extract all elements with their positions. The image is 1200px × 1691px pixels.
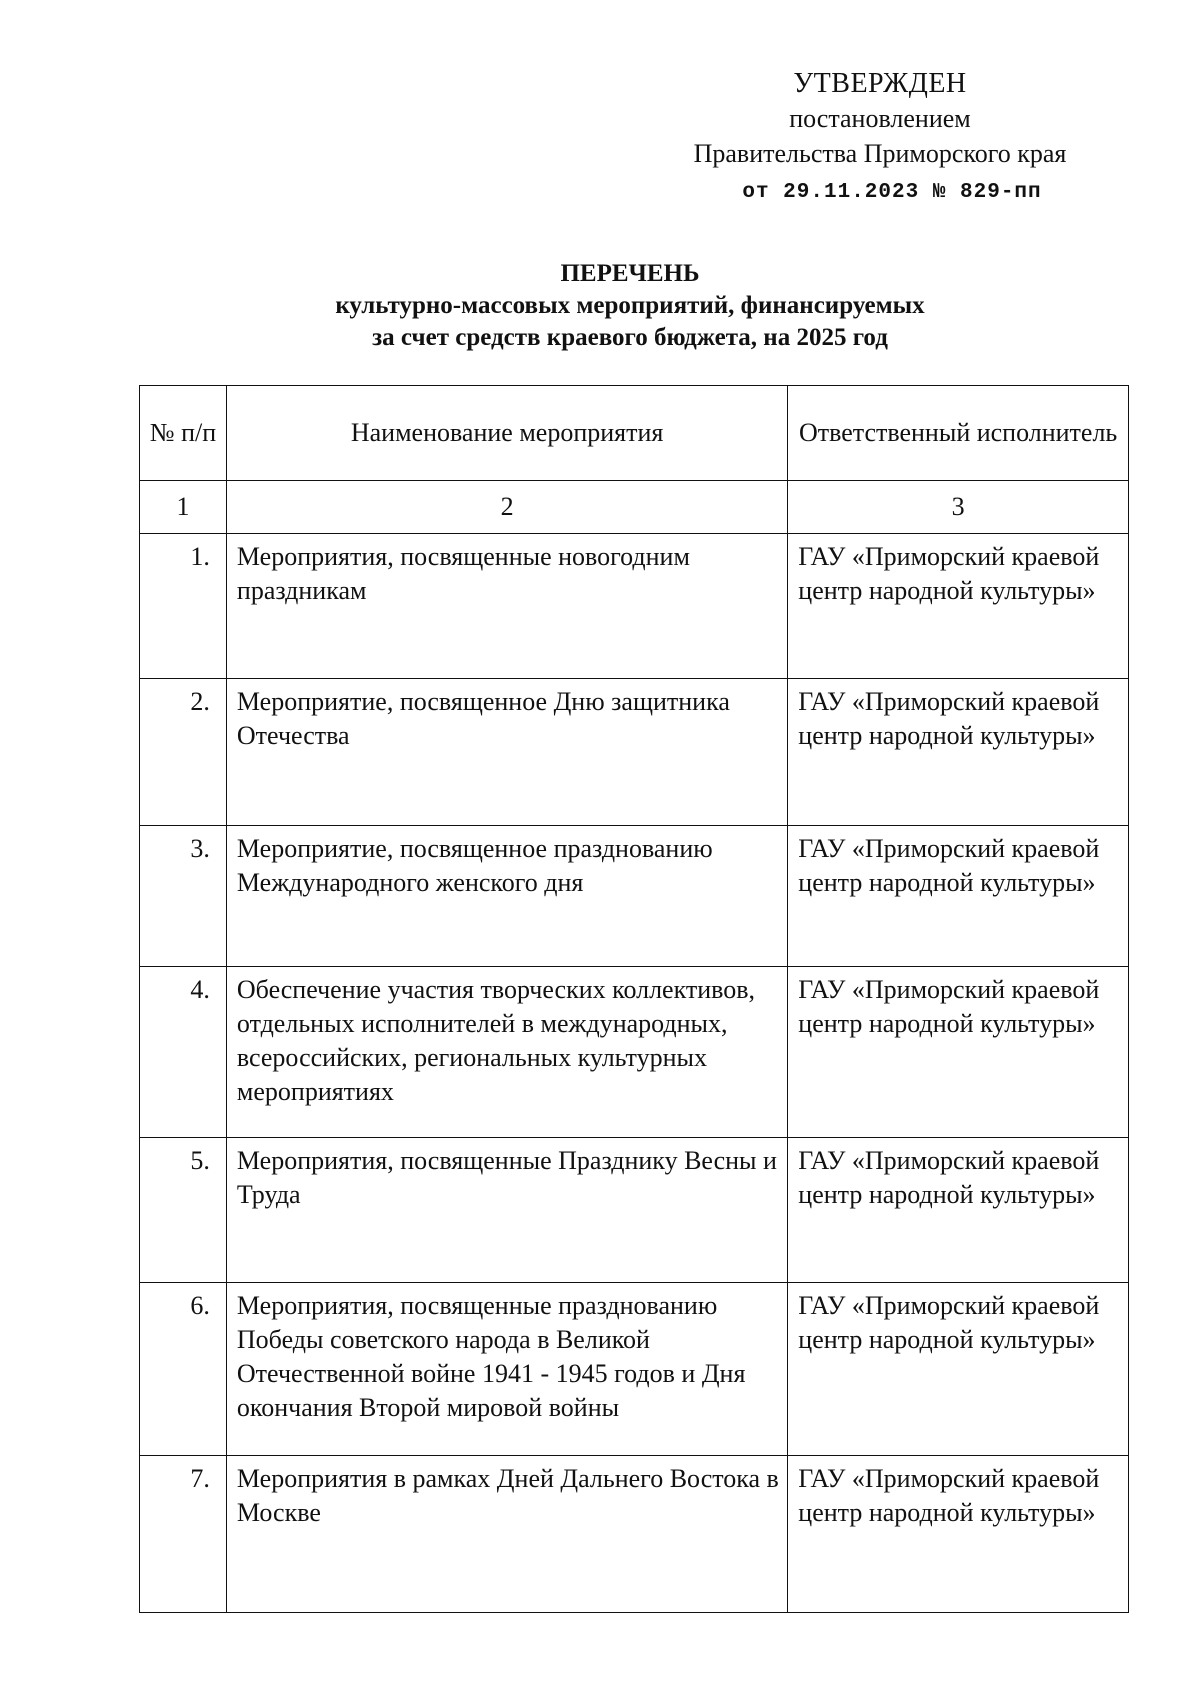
header-event-name: Наименование мероприятия — [226, 386, 787, 481]
row-number: 6. — [140, 1283, 227, 1456]
approval-number: от 29.11.2023 № 829-пп — [742, 181, 1042, 204]
event-name: Мероприятия, посвященные Празднику Весны и Труда — [226, 1138, 787, 1283]
row-number: 2. — [140, 679, 227, 826]
approval-line-resolution: постановлением — [789, 104, 971, 133]
executor: ГАУ «Приморский краевой центр народной культуры» — [788, 967, 1129, 1138]
table-row — [140, 826, 1129, 967]
event-name: Мероприятие, посвященное празднованию Международного женского дня — [226, 826, 787, 967]
event-name: Мероприятия в рамках Дней Дальнего Востока в Москве — [226, 1456, 787, 1613]
row-number: 4. — [140, 967, 227, 1138]
event-name: Мероприятия, посвященные новогодним праздникам — [226, 534, 787, 679]
table-row — [140, 1283, 1129, 1456]
approval-block — [640, 66, 1120, 210]
executor: ГАУ «Приморский краевой центр народной культуры» — [788, 534, 1129, 679]
header-number: № п/п — [140, 386, 227, 481]
title-line-1: ПЕРЕЧЕНЬ — [560, 260, 700, 287]
table-row — [140, 1456, 1129, 1613]
approval-stamp: УТВЕРЖДЕН — [793, 68, 967, 99]
document-title — [100, 258, 1160, 354]
row-number: 1. — [140, 534, 227, 679]
table-row — [140, 679, 1129, 826]
row-number: 7. — [140, 1456, 227, 1613]
table-row — [140, 1138, 1129, 1283]
executor: ГАУ «Приморский краевой центр народной культуры» — [788, 1456, 1129, 1613]
title-line-3: за счет средств краевого бюджета, на 2025 год — [372, 324, 888, 351]
executor: ГАУ «Приморский краевой центр народной культуры» — [788, 679, 1129, 826]
executor: ГАУ «Приморский краевой центр народной культуры» — [788, 826, 1129, 967]
column-number-2: 2 — [226, 481, 787, 534]
table-header-row — [140, 386, 1129, 481]
column-numbers-row — [140, 481, 1129, 534]
event-name: Обеспечение участия творческих коллективов, отдельных исполнителей в международных, всероссийских, региональных культурных мероприятиях — [226, 967, 787, 1138]
events-table — [139, 385, 1129, 1613]
event-name: Мероприятие, посвященное Дню защитника Отечества — [226, 679, 787, 826]
event-name: Мероприятия, посвященные празднованию Победы советского народа в Великой Отечественной войне 1941 - 1945 годов и Дня окончания Второй мировой войны — [226, 1283, 787, 1456]
header-executor: Ответственный исполнитель — [788, 386, 1129, 481]
executor: ГАУ «Приморский краевой центр народной культуры» — [788, 1138, 1129, 1283]
row-number: 3. — [140, 826, 227, 967]
table-row — [140, 967, 1129, 1138]
approval-line-government: Правительства Приморского края — [693, 139, 1067, 168]
executor: ГАУ «Приморский краевой центр народной культуры» — [788, 1283, 1129, 1456]
column-number-1: 1 — [140, 481, 227, 534]
column-number-3: 3 — [788, 481, 1129, 534]
table-row — [140, 534, 1129, 679]
title-line-2: культурно-массовых мероприятий, финансируемых — [335, 292, 925, 319]
row-number: 5. — [140, 1138, 227, 1283]
